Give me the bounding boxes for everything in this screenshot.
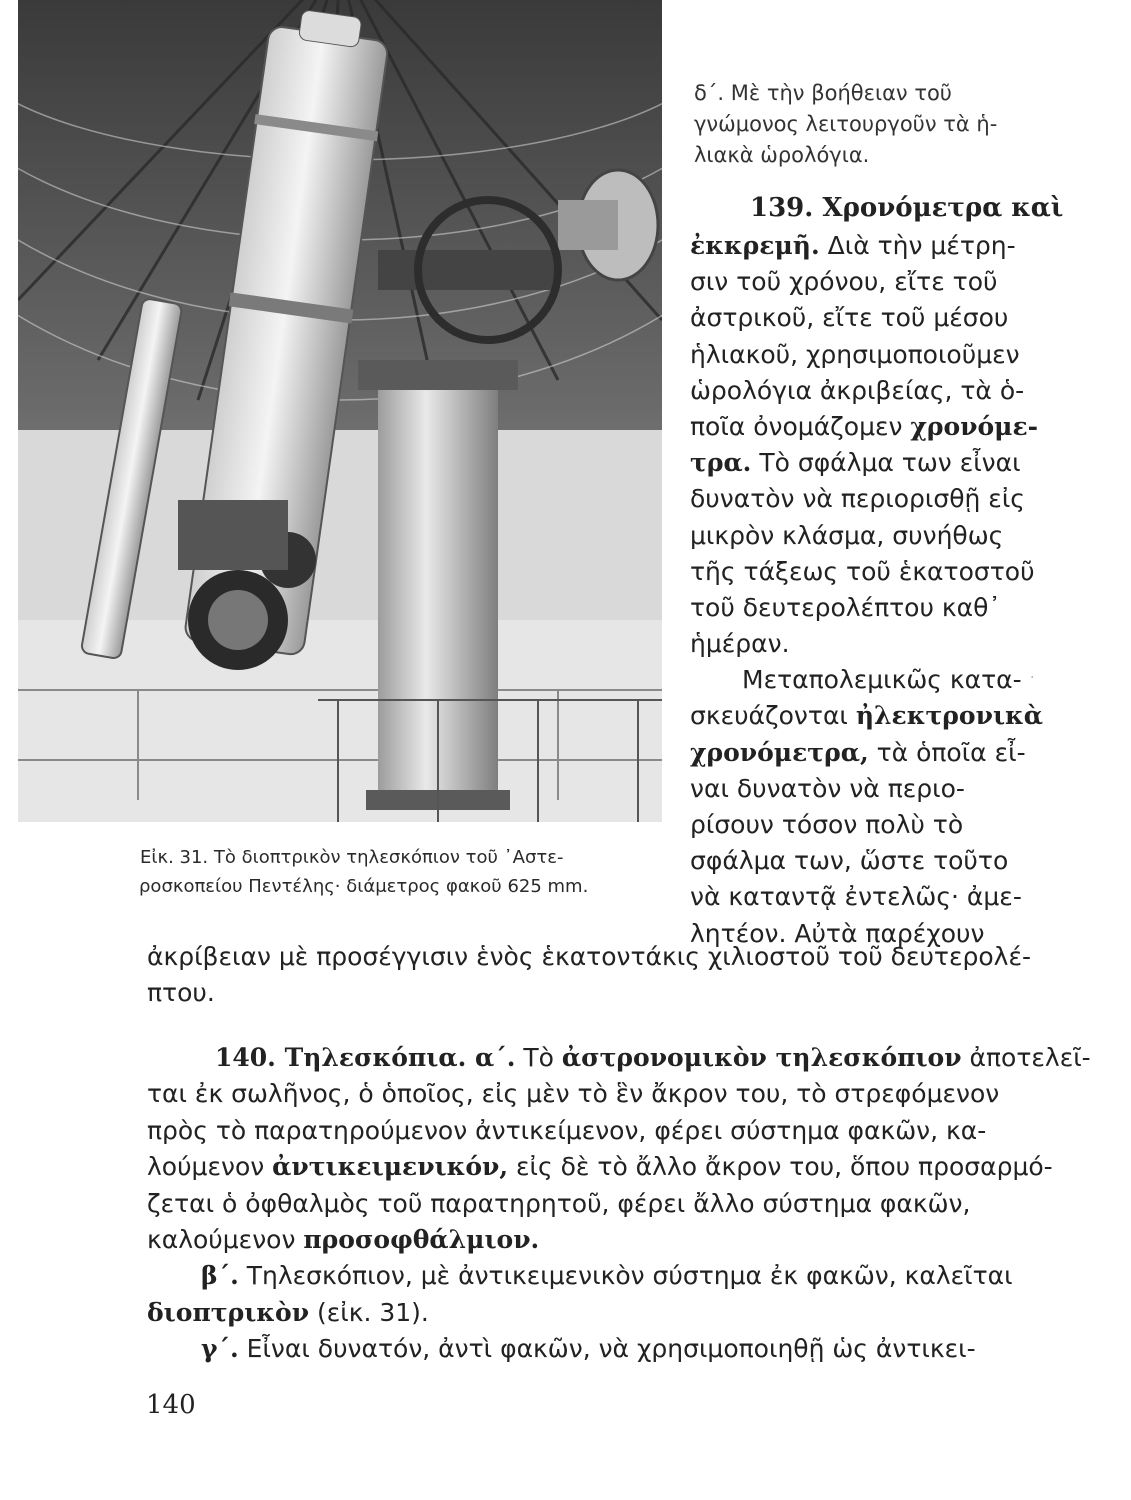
text-line: ζεται ὁ ὀφθαλμὸς τοῦ παρατηρητοῦ, φέρει ἄλλο σύστημα φακῶν, bbox=[147, 1188, 971, 1218]
text-line: β΄. Τηλεσκόπιον, μὲ ἀντικειμενικὸν σύστημα ἐκ φακῶν, καλεῖται bbox=[201, 1261, 1013, 1291]
text-line: πρὸς τὸ παρατηρούμενον ἀντικείμενον, φέρει σύστημα φακῶν, κα- bbox=[147, 1115, 987, 1145]
section-139-title: Χρονόμετρα καὶ bbox=[822, 193, 1064, 223]
continuation-paragraph bbox=[147, 942, 1031, 1015]
text-line: σφάλμα των, ὥστε τοῦτο bbox=[690, 846, 1009, 876]
section-139-body bbox=[690, 228, 1043, 952]
text-line: πτου. bbox=[147, 978, 215, 1008]
text-line: τρα. Τὸ σφάλμα των εἶναι bbox=[690, 448, 1021, 478]
section-139-number: 139. bbox=[750, 193, 814, 223]
text-line: χρονόμετρα, τὰ ὁποῖα εἶ- bbox=[690, 737, 1026, 767]
text-line: ναι δυνατὸν νὰ περιο- bbox=[690, 773, 965, 803]
caption-line-1: Εἰκ. 31. Τὸ διοπτρικὸν τηλεσκόπιον τοῦ ᾿Αστε- bbox=[140, 847, 564, 868]
caption-line-2: ροσκοπείου Πεντέλης· διάμετρος φακοῦ 625 mm. bbox=[139, 876, 589, 897]
text-line: ἀκρίβειαν μὲ προσέγγισιν ἑνὸς ἑκατοντάκις χιλιοστοῦ τοῦ δευτερολέ- bbox=[147, 942, 1031, 971]
intro-paragraph bbox=[694, 78, 1034, 171]
text-line: ποῖα ὀνομάζομεν χρονόμε- bbox=[690, 411, 1039, 441]
intro-line: γνώμονος λειτουργοῦν τὰ ἡ- bbox=[694, 112, 998, 136]
section-140-first-line: 140. Τηλεσκόπια. α΄. Τὸ ἀστρονομικὸν τηλεσκόπιον ἀποτελεῖ- bbox=[215, 1043, 1091, 1072]
intro-line: δ΄. Μὲ τὴν βοήθειαν τοῦ bbox=[694, 81, 952, 105]
text-line: λούμενον ἀντικειμενικόν, εἰς δὲ τὸ ἄλλο ἄκρον του, ὅπου προσαρμό- bbox=[147, 1152, 1053, 1182]
page-number: 140 bbox=[146, 1390, 196, 1420]
figure-caption bbox=[140, 843, 660, 901]
text-line: ἡλιακοῦ, χρησιμοποιοῦμεν bbox=[690, 339, 1020, 369]
telescope-photo bbox=[18, 0, 662, 822]
section-140-heading: 140. Τηλεσκόπια. α΄. bbox=[215, 1043, 516, 1072]
text-line: Μεταπολεμικῶς κατα- bbox=[742, 665, 1022, 695]
text-line: τῆς τάξεως τοῦ ἑκατοστοῦ bbox=[690, 556, 1035, 586]
text-line: ται ἐκ σωλῆνος, ὁ ὁποῖος, εἰς μὲν τὸ ἓν ἄκρον του, τὸ στρεφόμενον bbox=[147, 1079, 1000, 1109]
text-line: ὡρολόγια ἀκριβείας, τὰ ὁ- bbox=[690, 375, 1025, 405]
section-140 bbox=[147, 1043, 1091, 1371]
text-line: ἀστρικοῦ, εἴτε τοῦ μέσου bbox=[690, 303, 1009, 333]
text-line: μικρὸν κλάσμα, συνήθως bbox=[690, 520, 1004, 550]
section-139-heading bbox=[750, 190, 1095, 226]
text-line: ρίσουν τόσον πολὺ τὸ bbox=[690, 810, 964, 839]
text-line: καλούμενον προσοφθάλμιον. bbox=[147, 1224, 540, 1254]
text-line: τοῦ δευτερολέπτου καθ᾿ bbox=[690, 592, 1001, 622]
text-line: διοπτρικὸν (εἰκ. 31). bbox=[147, 1297, 429, 1327]
text-line: λητέον. Αὐτὰ παρέχουν bbox=[690, 918, 985, 948]
text-line: γ΄. Εἶναι δυνατόν, ἀντὶ φακῶν, νὰ χρησιμοποιηθῇ ὡς ἀντικει- bbox=[201, 1334, 976, 1364]
intro-line: λιακὰ ὡρολόγια. bbox=[694, 143, 870, 167]
telescope-illustration bbox=[18, 0, 662, 822]
speck-mark: · bbox=[1030, 670, 1035, 686]
text-line: ἡμέραν. bbox=[690, 629, 790, 659]
text-line: νὰ καταντᾷ ἐντελῶς· ἀμε- bbox=[690, 882, 1022, 912]
text-line: ἐκκρεμῆ. Διὰ τὴν μέτρη- bbox=[690, 231, 1016, 260]
text-line: σκευάζονται ἠλεκτρονικὰ bbox=[690, 701, 1044, 731]
text-line: δυνατὸν νὰ περιορισθῇ εἰς bbox=[690, 484, 1025, 514]
text-line: σιν τοῦ χρόνου, εἴτε τοῦ bbox=[690, 267, 998, 297]
